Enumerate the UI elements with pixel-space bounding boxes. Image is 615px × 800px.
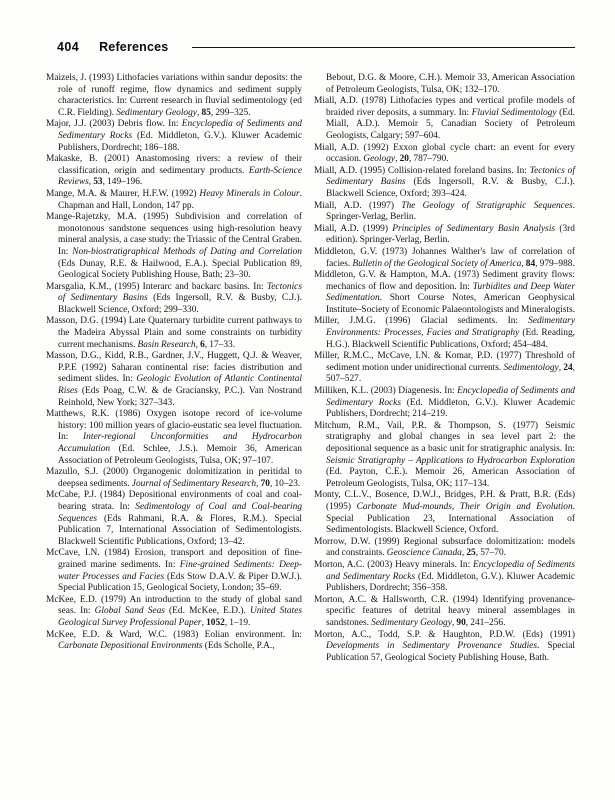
ref-segment: Inter-regional Unconformities and Hydrocarbon Accumulation <box>58 432 302 454</box>
reference-entry: Masson, D.G. (1994) Late Quaternary turbidite current pathways to the Madeira Abyssal Plain and some constraints on turbidity current mechanisms. Basin Research, 6, 17–33. <box>46 316 302 350</box>
reference-entry: McKee, E.D. (1979) An introduction to the study of global sand seas. In: Global Sand Seas (Ed. McKee, E.D.). United States Geological Survey Professional Paper, 1052, 1–19. <box>46 594 303 628</box>
reference-entry: Mitchum, R.M., Vail, P.R. & Thompson, S. (1977) Seismic stratigraphy and global changes in sea level part 2: the depositional sequence as a basic unit for stratigraphic analysis. In: Seismic Stratigraphy – Applications to Hydrocarbon Exploration (Ed. Payton, C.E.). Memoir 26, American Association of Petroleum Geologists, Tulsa, OK; 117–134. <box>314 420 575 489</box>
ref-segment: Tectonics of Sedimentary Basins <box>326 165 575 188</box>
reference-entry: Makaske, B. (2001) Anastomosing rivers: a review of their classification, origin and sedimentary products. Earth-Science Reviews, 53, 149–196. <box>46 154 302 188</box>
ref-segment: 70 <box>260 478 270 489</box>
reference-entry: Morrow, D.W. (1999) Regional subsurface dolomitization: models and constraints. Geoscience Canada, 25, 57–70. <box>314 536 575 559</box>
ref-segment: Sedimentary Environments: Processes, Facies and Stratigraphy <box>326 316 575 339</box>
ref-segment: Geoscience Canada <box>386 548 462 559</box>
ref-segment: 20 <box>399 154 409 165</box>
reference-entry: Matthews, R.K. (1986) Oxygen isotope record of ice-volume history: 100 million years of glacio-eustatic sea level fluctuation. In: Inter-regional Unconformities and Hydrocarbon Accumulation (Ed. Schlee, J.S.). Memoir 36, American Association of Petroleum Geologists, Tulsa, OK; 97–107. <box>46 409 302 466</box>
reference-entry: Bebout, D.G. & Moore, C.H.). Memoir 33, American Association of Petroleum Geologists, Tulsa, OK; 132–170. <box>326 73 575 95</box>
header-rule <box>192 47 575 49</box>
reference-entry: McCabe, P.J. (1984) Depositional environments of coal and coal-bearing strata. In: Sedimentology of Coal and Coal-bearing Sequences (Eds Rahmani, R.A. & Flores, R.M.). Special Publication 7, International Association of Sedimentologists. Blackwell Scientific Publications, Oxford; 13–42. <box>46 490 303 547</box>
reference-entry: McKee, E.D. & Ward, W.C. (1983) Eolian environment. In: Carbonate Depositional Environments (Eds Scholle, P.A., <box>46 629 302 652</box>
ref-segment: Geology <box>363 154 396 165</box>
reference-entry: Mange, M.A. & Maurer, H.F.W. (1992) Heavy Minerals in Colour. Chapman and Hall, London, 147 pp. <box>46 188 302 211</box>
reference-entry: Mazullo, S.J. (2000) Organogenic dolomitization in peritidal to deepsea sediments. Journal of Sedimentary Research, 70, 10–23. <box>46 467 302 489</box>
ref-segment: Seismic Stratigraphy – Applications to Hydrocarbon Exploration <box>326 455 575 466</box>
ref-segment: Non-biostratigraphical Methods of Dating and Correlation <box>72 246 302 257</box>
section-title: References <box>99 40 169 54</box>
ref-segment: United States Geological Survey Professional Paper <box>58 606 303 628</box>
reference-entry: Middleton, G.V. (1973) Johannes Walther's law of correlation of facies. Bulletin of the Geological Society of America, 84, 979–988. <box>314 246 575 269</box>
ref-segment: Encyclopedia of Sediments and Sedimentary Rocks <box>326 386 575 408</box>
reference-entry: Marsgalia, K.M., (1995) Interarc and backarc basins. In: Tectonics of Sedimentary Basins (Eds Ingersoll, R.V. & Busby, C.J.). Blackwell Science, Oxford; 299–330. <box>46 281 302 315</box>
reference-entry: Mange-Rajetzky, M.A. (1995) Subdivision and correlation of monotonous sandstone sequences using high-resolution heavy mineral analysis, a case study: the Triassic of the Central Graben. In: Non-biostratigraphical Methods of Dating and Correlation (Eds Dunay, R.E. & Hailwood, E.A.). Special Publication 89, Geological Society Publishing House, Bath; 23–30. <box>46 212 302 281</box>
reference-entry: Miller, J.M.G. (1996) Glacial sediments. In: Sedimentary Environments: Processes, Facies and Stratigraphy (Ed. Reading, H.G.). Blackwell Scientific Publications, Oxford; 454–484. <box>314 316 575 350</box>
ref-segment: 53 <box>93 177 103 188</box>
reference-entry: Maizels, J. (1993) Lithofacies variations within sandur deposits: the role of runoff regime, flow dynamics and sediment supply characteristics. In: Current research in fluvial sedimentology (ed C.R. Fielding). Sedimentary Geology, 85, 299–325. <box>46 73 302 118</box>
page-header <box>57 40 575 54</box>
ref-segment: Heavy Minerals in Colour <box>199 188 300 199</box>
reference-entry: Miller, R.M.C., McCave, I.N. & Komar, P.D. (1977) Threshold of sediment motion under unidirectional currents. Sedimentology, 24, 507–527. <box>314 351 575 385</box>
ref-segment: Geologic Evolution of Atlantic Continental Rises <box>58 374 302 397</box>
reference-entry: Miall, A.D. (1995) Collision-related foreland basins. In: Tectonics of Sedimentary Basins (Eds Ingersoll, R.V. & Busby, C.J.). Blackwell Science, Oxford; 393–424. <box>314 165 575 199</box>
ref-segment: 25 <box>466 548 476 559</box>
ref-segment: Carbonate Mud-mounds, Their Origin and Evolution <box>356 501 573 512</box>
reference-entry: Monty, C.L.V., Bosence, D.W.J., Bridges, P.H. & Pratt, B.R. (Eds) (1995) Carbonate Mud-mounds, Their Origin and Evolution. Special Publication 23, International Association of Sedimentologists. Blackwell Science, Oxford. <box>314 490 576 536</box>
ref-segment: 85 <box>201 107 211 118</box>
references-column-right <box>314 73 575 664</box>
reference-entry: Morton, A.C. (2003) Heavy minerals. In: Encyclopedia of Sediments and Sedimentary Rocks (Ed. Middleton, G.V.). Kluwer Academic Publishers, Dordrecht; 356–358. <box>314 559 575 594</box>
references-column-left <box>46 73 302 653</box>
ref-segment: Bulletin of the Geological Society of America <box>352 258 522 269</box>
reference-entry: Masson, D.G., Kidd, R.B., Gardner, J.V., Huggett, Q.J. & Weaver, P.P.E (1992) Saharan continental rise: facies distribution and sediment slides. In: Geologic Evolution of Atlantic Continental Rises (Eds Poag, C.W. & de Graciansky, P.C.). Van Nostrand Reinhold, New York; 327–343. <box>46 351 302 408</box>
ref-segment: Sedimentary Geology <box>371 617 452 628</box>
ref-segment: Tectonics of Sedimentary Basins <box>58 281 302 304</box>
ref-segment: Developments in Sedimentary Provenance Studies <box>326 641 537 652</box>
reference-entry: Major, J.J. (2003) Debris flow. In: Encyclopedia of Sediments and Sedimentary Rocks (Ed. Middleton, G.V.). Kluwer Academic Publishers, Dordrecht; 186–188. <box>46 119 303 153</box>
ref-segment: The Geology of Stratigraphic Sequences <box>401 200 573 211</box>
ref-segment: Sedimentology <box>503 362 559 373</box>
reference-entry: Morton, A.C., Todd, S.P. & Haughton, P.D.W. (Eds) (1991) Developments in Sedimentary Provenance Studies. Special Publication 57, Geological Society Publishing House, Bath. <box>314 629 575 663</box>
ref-segment: Fine-grained Sediments: Deep-water Processes and Facies <box>58 559 302 582</box>
reference-entry: Middleton, G.V. & Hampton, M.A. (1973) Sediment gravity flows: mechanics of flow and deposition. In: Turbidites and Deep Water Sedimentation. Short Course Notes, American Geophysical Institute–Society of Economic Palaeontologists and Mineralogists. <box>314 270 575 315</box>
ref-segment: Encyclopedia of Sediments and Sedimentary Rocks <box>326 559 575 582</box>
reference-entry: Morton, A.C. & Hallsworth, C.R. (1994) Identifying provenance-specific features of detrital heavy mineral assemblages in sandstones. Sedimentary Geology, 90, 241–256. <box>314 594 575 628</box>
ref-segment: Sedimentary Geology <box>116 107 197 118</box>
ref-segment: 1052 <box>206 617 225 628</box>
page-number: 404 <box>57 40 80 54</box>
ref-segment: Sedimentology of Coal and Coal-bearing Sequences <box>58 501 303 524</box>
ref-segment: Turbidites and Deep Water Sedimentation <box>326 281 575 304</box>
ref-segment: 90 <box>456 617 466 628</box>
reference-entry: Miall, A.D. (1978) Lithofacies types and vertical profile models of braided river deposits, a summary. In: Fluvial Sedimentology (Ed. Miall, A.D.). Memoir 5, Canadian Society of Petroleum Geologists, Calgary; 597–604. <box>314 96 575 141</box>
ref-segment: 6 <box>200 339 205 350</box>
reference-entry: McCave, I.N. (1984) Erosion, transport and deposition of fine-grained marine sediments. In: Fine-grained Sediments: Deep-water Processes and Facies (Eds Stow D.A.V. & Piper D.W.J.). Special Publication 15, Geological Society, London; 35–69. <box>46 548 302 594</box>
reference-entry: Miall, A.D. (1999) Principles of Sedimentary Basin Analysis (3rd edition). Springer-Verlag, Berlin. <box>314 223 575 246</box>
reference-entry: Miall, A.D. (1997) The Geology of Stratigraphic Sequences. Springer-Verlag, Berlin. <box>314 200 576 223</box>
reference-entry: Miall, A.D. (1992) Exxon global cycle chart: an event for every occasion. Geology, 20, 787–790. <box>314 142 575 165</box>
ref-segment: Principles of Sedimentary Basin Analysis <box>392 223 556 234</box>
ref-segment: Fluvial Sedimentology <box>471 107 557 118</box>
reference-entry: Milliken, K.L. (2003) Diagenesis. In: Encyclopedia of Sediments and Sedimentary Rocks (Ed. Middleton, G.V.). Kluwer Academic Publishers, Dordrecht; 214–219. <box>314 386 575 420</box>
ref-segment: Carbonate Depositional Environments <box>58 641 203 652</box>
ref-segment: 24 <box>563 362 573 373</box>
ref-segment: 84 <box>525 258 536 269</box>
ref-segment: Basin Research <box>137 339 196 350</box>
ref-segment: Journal of Sedimentary Research <box>131 478 257 489</box>
ref-segment: Global Sand Seas <box>94 606 165 617</box>
ref-segment: Earth-Science Reviews <box>58 165 302 188</box>
ref-segment: Encyclopedia of Sediments and Sedimentary Rocks <box>58 119 302 141</box>
